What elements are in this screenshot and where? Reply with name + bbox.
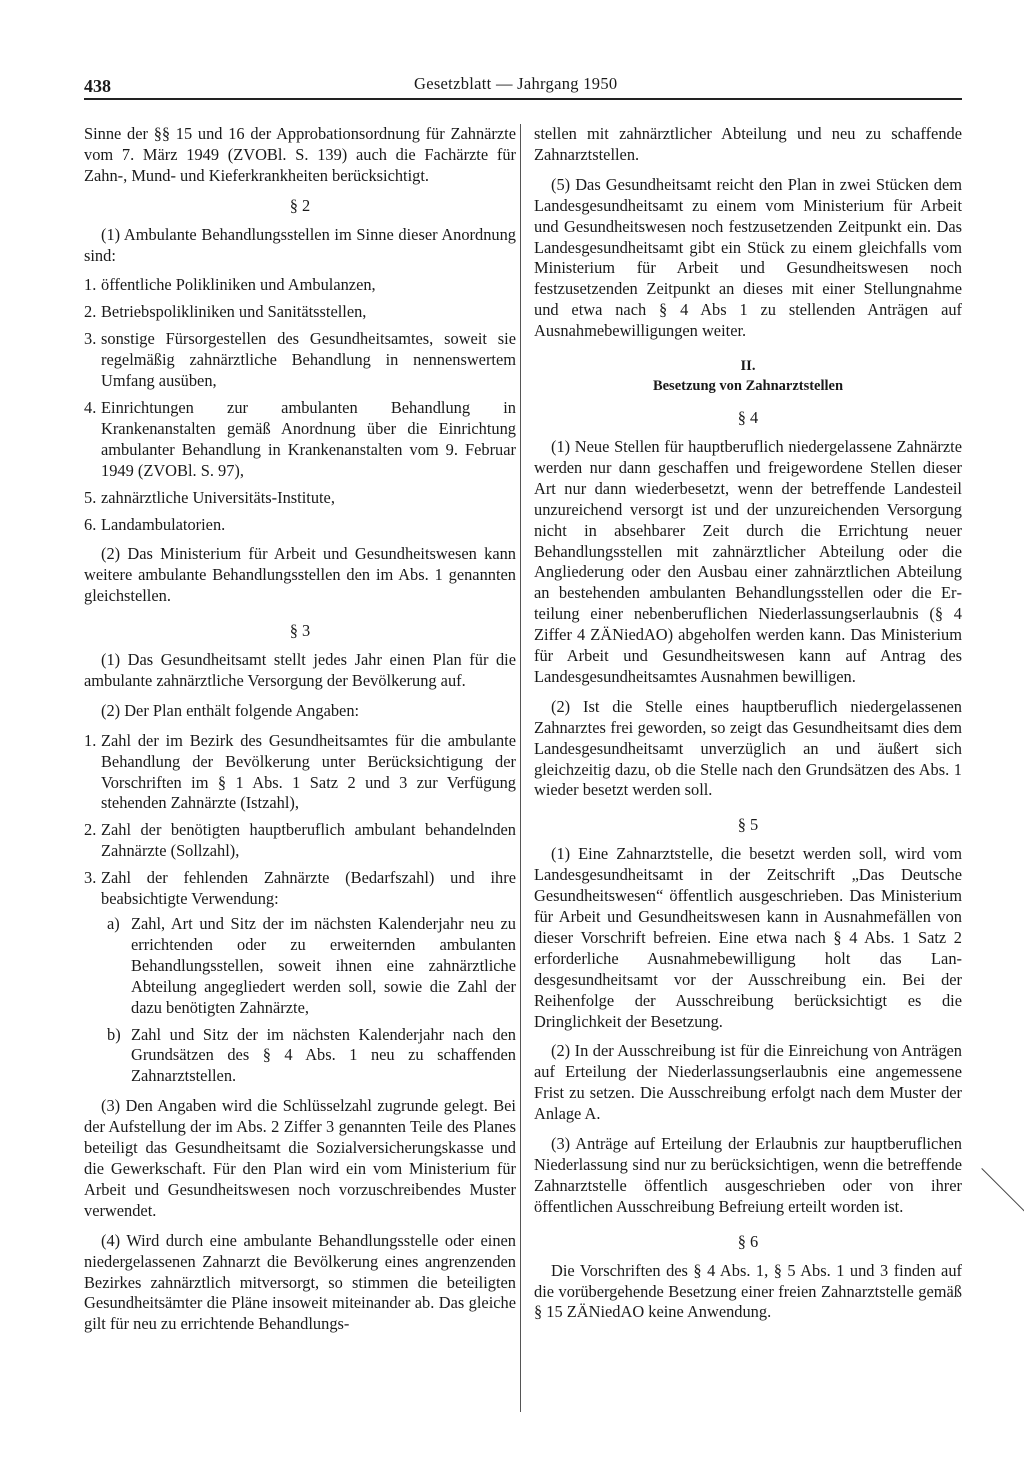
left-column [84,124,516,1344]
paragraph-s6-1: Die Vorschriften des § 4 Abs. 1, § 5 Abs. 1 und 3 finden auf die vorübergehende Besetzung einer freien Zahnarztstelle gemäß § 15 ZÄNiedAO keine Anwendung. [534,1260,962,1322]
section-heading-4: § 4 [737,408,759,428]
paragraph-s2-1: (1) Ambulante Behandlungsstellen im Sinne dieser Anordnung sind: [84,224,516,265]
list-s3 [84,731,516,1088]
item-text: Zahl der fehlenden Zahnärzte (Bedarfszahl) und ihre beabsichtigte Verwendung: [101,868,516,909]
list-item [84,329,516,392]
item-number: 1. [84,730,97,750]
list-item [84,488,516,509]
item-text: öffentliche Polikliniken und Ambulanzen, [101,275,376,295]
paragraph-s4-2: (2) Ist die Stelle eines hauptberuflich niedergelassenen Zahnarztes frei geworden, so zeigt das Gesundheitsamt dies dem Landesgesundheitsamt unverzüglich an und äußert sich gleichzeitig dazu, ob die Stelle nach den Grundsätzen des Abs. 1 wieder besetzt werden soll. [534,696,962,800]
item-number: 3. [84,868,97,888]
list-item [84,275,516,296]
item-text: Zahl der im Bezirk des Gesundheitsamtes für die ambulante Behandlung der Bevölkerung unter Berücksichtigung der Vorschriften im § 1 Abs. 1 Satz 2 und 3 zur Verfügung stehenden Zahnärzte (Istzahl), [101,730,516,813]
item-number: 6. [84,514,97,534]
item-text: Einrichtungen zur ambulanten Behandlung in Krankenanstalten gemäß Anordnung über die Einrichtung ambulanter Behandlung in Krankenanstalten vom 9. Februar 1949 (ZVOBl. S. 97), [101,397,516,480]
page-header [84,72,962,100]
list-item [84,820,516,862]
section-heading-6: § 6 [737,1231,759,1251]
section-heading-5: § 5 [737,815,759,835]
part-title: Besetzung von Zahnarztstellen [652,378,844,395]
item-number: 3. [84,329,97,349]
item-text: Landambulatorien. [101,514,226,534]
paragraph-s3-2: (2) Der Plan enthält folgende Angaben: [101,700,360,720]
list-item [84,868,516,1087]
item-number: 2. [84,820,97,840]
part-number: II. [740,358,756,375]
paragraph-s5-2: (2) In der Ausschreibung ist für die Einreichung von Anträgen auf Erteilung der Niederlassungserlaubnis eine angemessene Frist zu setzen. Die Ausschreibung erfolgt nach dem Muster der Anlage A. [534,1041,962,1124]
paragraph-s3-1: (1) Das Gesundheitsamt stellt jedes Jahr einen Plan für die ambulante zahnärztliche Versorgung der Bevölkerung auf. [84,650,516,690]
column-divider [520,124,521,1412]
section-heading-3: § 3 [289,621,311,641]
list-item [84,731,516,815]
sublist-item [101,1025,516,1088]
right-column [534,124,962,1332]
paragraph-s3-3: (3) Den Angaben wird die Schlüsselzahl zugrunde gelegt. Bei der Aufstellung der im Abs. 2 Ziffer 3 genannten Teile des Planes beteiligt das Gesundheitsamt die Sozialversicherungskasse und die Gewerkschaft. Für den Plan wird ein vom Ministerium für Arbeit und Gesundheitswesen noch vorzuschreibendes Muster verwendet. [84,1096,516,1220]
sublist-s3 [101,914,516,1087]
paragraph-s5-3: (3) Anträge auf Erteilung der Erlaubnis zur hauptberuflichen Niederlassung sind nur zu berücksichtigen, wenn die betreffende Zahnarztstelle öffentlich ausgeschrieben oder von ihrer öffentlichen Ausschreibung Befreiung erteilt worden ist. [534,1134,962,1216]
list-item [84,302,516,323]
running-title: Gesetzblatt — Jahrgang 1950 [414,74,618,93]
item-number: 4. [84,397,97,417]
item-text: Betriebspolikliniken und Sanitätsstellen, [101,302,367,322]
scan-mark [981,1168,1024,1214]
paragraph-intro: Sinne der §§ 15 und 16 der Approbationsordnung für Zahnärzte vom 7. März 1949 (ZVOBl. S. 139) auch die Fachärzte für Zahn-, Mund- und Kieferkrankheiten berücksichtigt. [84,124,516,185]
item-number: 5. [84,487,97,507]
sublist-item [101,914,516,1019]
item-text: Zahl der benötigten hauptberuflich ambulant behandelnden Zahnärzte (Sollzahl), [101,820,516,861]
list-item [84,515,516,536]
item-number: 2. [84,302,97,322]
paragraph-s3-5: (5) Das Gesundheitsamt reicht den Plan in zwei Stücken dem Landesgesundheitsamt zu einem vom Ministerium für Arbeit und Gesundheitswesen noch festzusetzenden Zeitpunkt ein. Das Landesgesundheitsamt gibt ein Stück zu einem gleichfalls vom Ministerium für Arbeit und Gesundheitswesen noch festzusetzenden Zeitpunkt an dieses mit einer Stellungnahme und etwa nach § 4 Abs 1 zu stellenden Anträgen auf Ausnahmebewilligungen weiter. [534,174,962,341]
list-s2 [84,275,516,535]
list-item [84,398,516,482]
paragraph-s5-1: (1) Eine Zahnarztstelle, die besetzt werden soll, wird vom Landesgesundheitsamt in der Zeitschrift „Das Deutsche Gesundheitswesen“ öffentlich ausgeschrieben. Das Ministerium für Arbeit und Gesundheitswesen kann in Ausnahmefällen von dieser Vorschrift befreien. Eine etwa nach § 4 Abs. 1 Satz 2 erforderliche Ausnahmebewilligung holt das Landesgesundheitsamt vor der Ausschreibung ein. Bei der Reihenfolge der Ausschreibung berücksichtigt es die Dringlichkeit der Besetzung. [534,844,962,1031]
page-number: 438 [84,76,111,96]
item-letter: a) [107,914,120,933]
paragraph-continued: stellen mit zahnärztlicher Abteilung und neu zu schaffende Zahnarztstellen. [534,124,962,164]
item-letter: b) [107,1024,121,1044]
paragraph-s3-4: (4) Wird durch eine ambulante Behandlungsstelle oder einen niedergelassenen Zahnarzt die Bevölkerung eines angrenzenden Bezirkes zahnärztlich mitversorgt, so stimmen die beteiligten Gesundheitsämter die Pläne insoweit miteinander ab. Das gleiche gilt für neu zu errichtende Behandlungs- [84,1230,516,1334]
paragraph-s4-1: (1) Neue Stellen für hauptberuflich niedergelassene Zahnärzte werden nur dann geschaffen und freigewordene Stellen dieser Art nur dann wiederbesetzt, wenn der betreffende Landesteil unzureichend versorgt ist und der unzureichenden Versorgung nicht in absehbarer Zeit durch die Errichtung neuer Behandlungsstellen mit zahnärztlicher Abteilung oder die Angliederung oder den Ausbau einer zahnärztlichen Abteilung an bestehenden ambulanten Behandlungsstellen oder die Erteilung einer nebenberuflichen Niederlassungserlaubnis (§ 4 Ziffer 4 ZÄNiedAO) abgeholfen werden kann. Das Ministerium für Arbeit und Gesundheitswesen kann auf Antrag des Landesgesundheitsamtes Ausnahmen bewilligen. [534,436,962,686]
item-number: 1. [84,275,97,295]
item-text: sonstige Fürsorgestellen des Gesundheitsamtes, soweit sie regelmäßig zahnärztliche Behandlung in nennenswertem Umfang ausüben, [101,329,516,391]
item-text: Zahl und Sitz der im nächsten Kalenderjahr nach den Grundsätzen des § 4 Abs. 1 neu zu schaffenden Zahnarztstellen. [131,1024,516,1086]
item-text: zahnärztliche Universitäts-Institute, [101,487,335,507]
item-text: Zahl, Art und Sitz der im nächsten Kalenderjahr neu zu errichtenden oder zu erweiternden ambulanten Behandlungsstellen, soweit ihnen eine zahnärztliche Abteilung angegliedert werden soll, sowie die Zahl der dazu benötigten Zahnärzte, [131,914,516,1017]
paragraph-s2-2: (2) Das Ministerium für Arbeit und Gesundheitswesen kann weitere ambulante Behandlungsstellen den im Abs. 1 genannten gleichstellen. [84,544,516,606]
section-heading-2: § 2 [289,195,311,215]
